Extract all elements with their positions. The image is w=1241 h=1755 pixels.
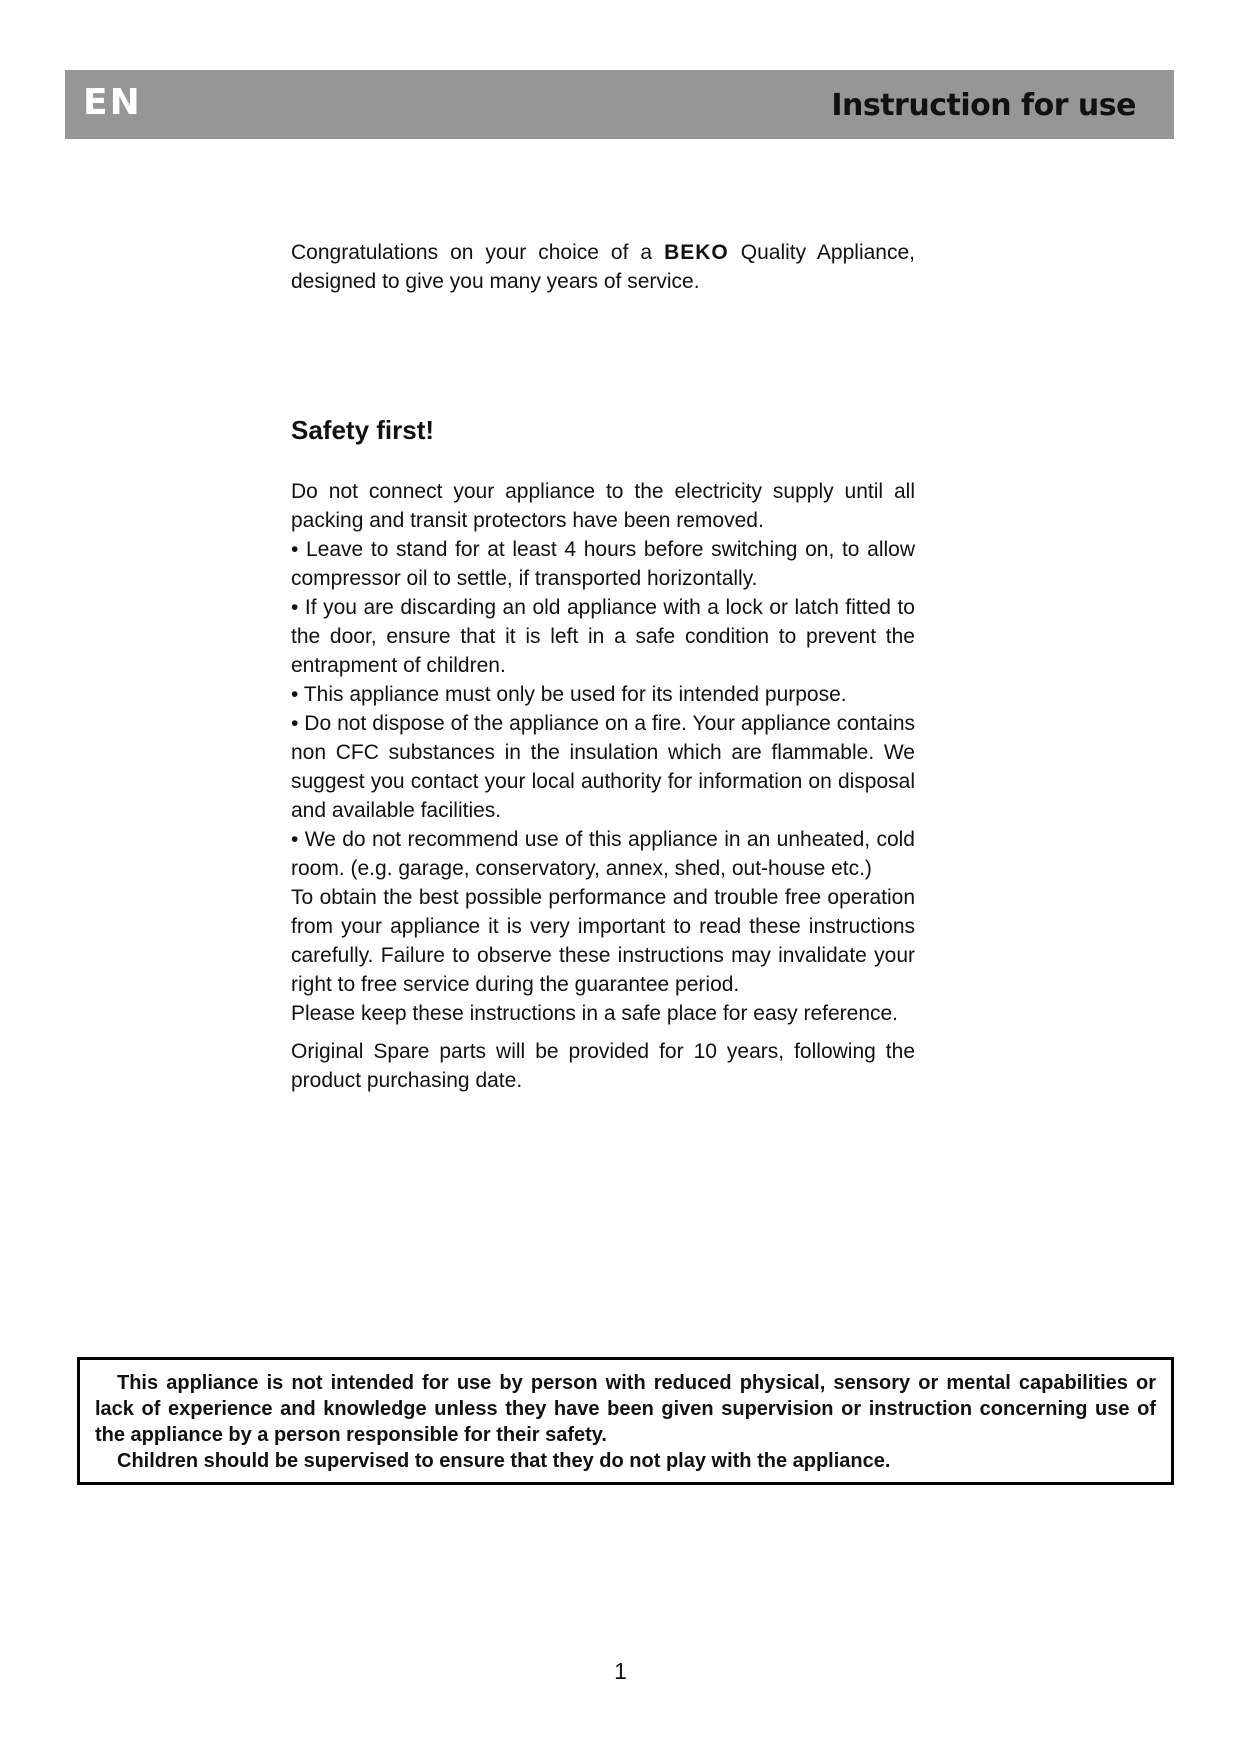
safety-heading: Safety first!	[291, 415, 435, 445]
brand-name: BEKO	[664, 241, 729, 264]
language-code: EN	[83, 82, 142, 123]
safety-bullet: • Do not dispose of the appliance on a fire. Your appliance contains non CFC substances in the insulation which are flammable. We suggest you contact your local authority for information on disposal and available facilities.	[291, 712, 915, 822]
safety-bullet: • If you are discarding an old appliance with a lock or latch fitted to the door, ensure that it is left in a safe condition to prevent the entrapment of children.	[291, 596, 915, 677]
safety-bullet: • We do not recommend use of this appliance in an unheated, cold room. (e.g. garage, conservatory, annex, shed, out-house etc.)	[291, 828, 915, 880]
intro-text: Congratulations on your choice of a	[291, 241, 665, 264]
page-number: 1	[614, 1658, 627, 1684]
safety-paragraph: Do not connect your appliance to the electricity supply until all packing and transit protectors have been removed.	[291, 480, 915, 532]
safety-paragraph: To obtain the best possible performance and trouble free operation from your appliance it is very important to read these instructions carefully. Failure to observe these instructions may invalidate your right to free service during the guarantee period.	[291, 886, 915, 996]
warning-notice-box	[77, 1357, 1174, 1485]
safety-bullet: • This appliance must only be used for its intended purpose.	[291, 683, 847, 706]
safety-bullet: • Leave to stand for at least 4 hours before switching on, to allow compressor oil to settle, if transported horizontally.	[291, 538, 915, 590]
document-title: Instruction for use	[831, 88, 1136, 123]
notice-text: This appliance is not intended for use by person with reduced physical, sensory or mental capabilities or lack of experience and knowledge unless they have been given supervision or instruction concerning use of the appliance by a person responsible for their safety.	[95, 1372, 1156, 1446]
intro-paragraph	[291, 238, 915, 296]
spare-parts-note: Original Spare parts will be provided for 10 years, following the product purchasing date.	[291, 1040, 915, 1092]
notice-children-text: Children should be supervised to ensure that they do not play with the appliance.	[117, 1450, 891, 1472]
page-header	[65, 70, 1174, 139]
safety-paragraph: Please keep these instructions in a safe place for easy reference.	[291, 1002, 899, 1025]
intro-text-end: Quality Appliance, designed to give you many years of service.	[291, 241, 915, 293]
safety-instructions	[291, 477, 915, 1095]
